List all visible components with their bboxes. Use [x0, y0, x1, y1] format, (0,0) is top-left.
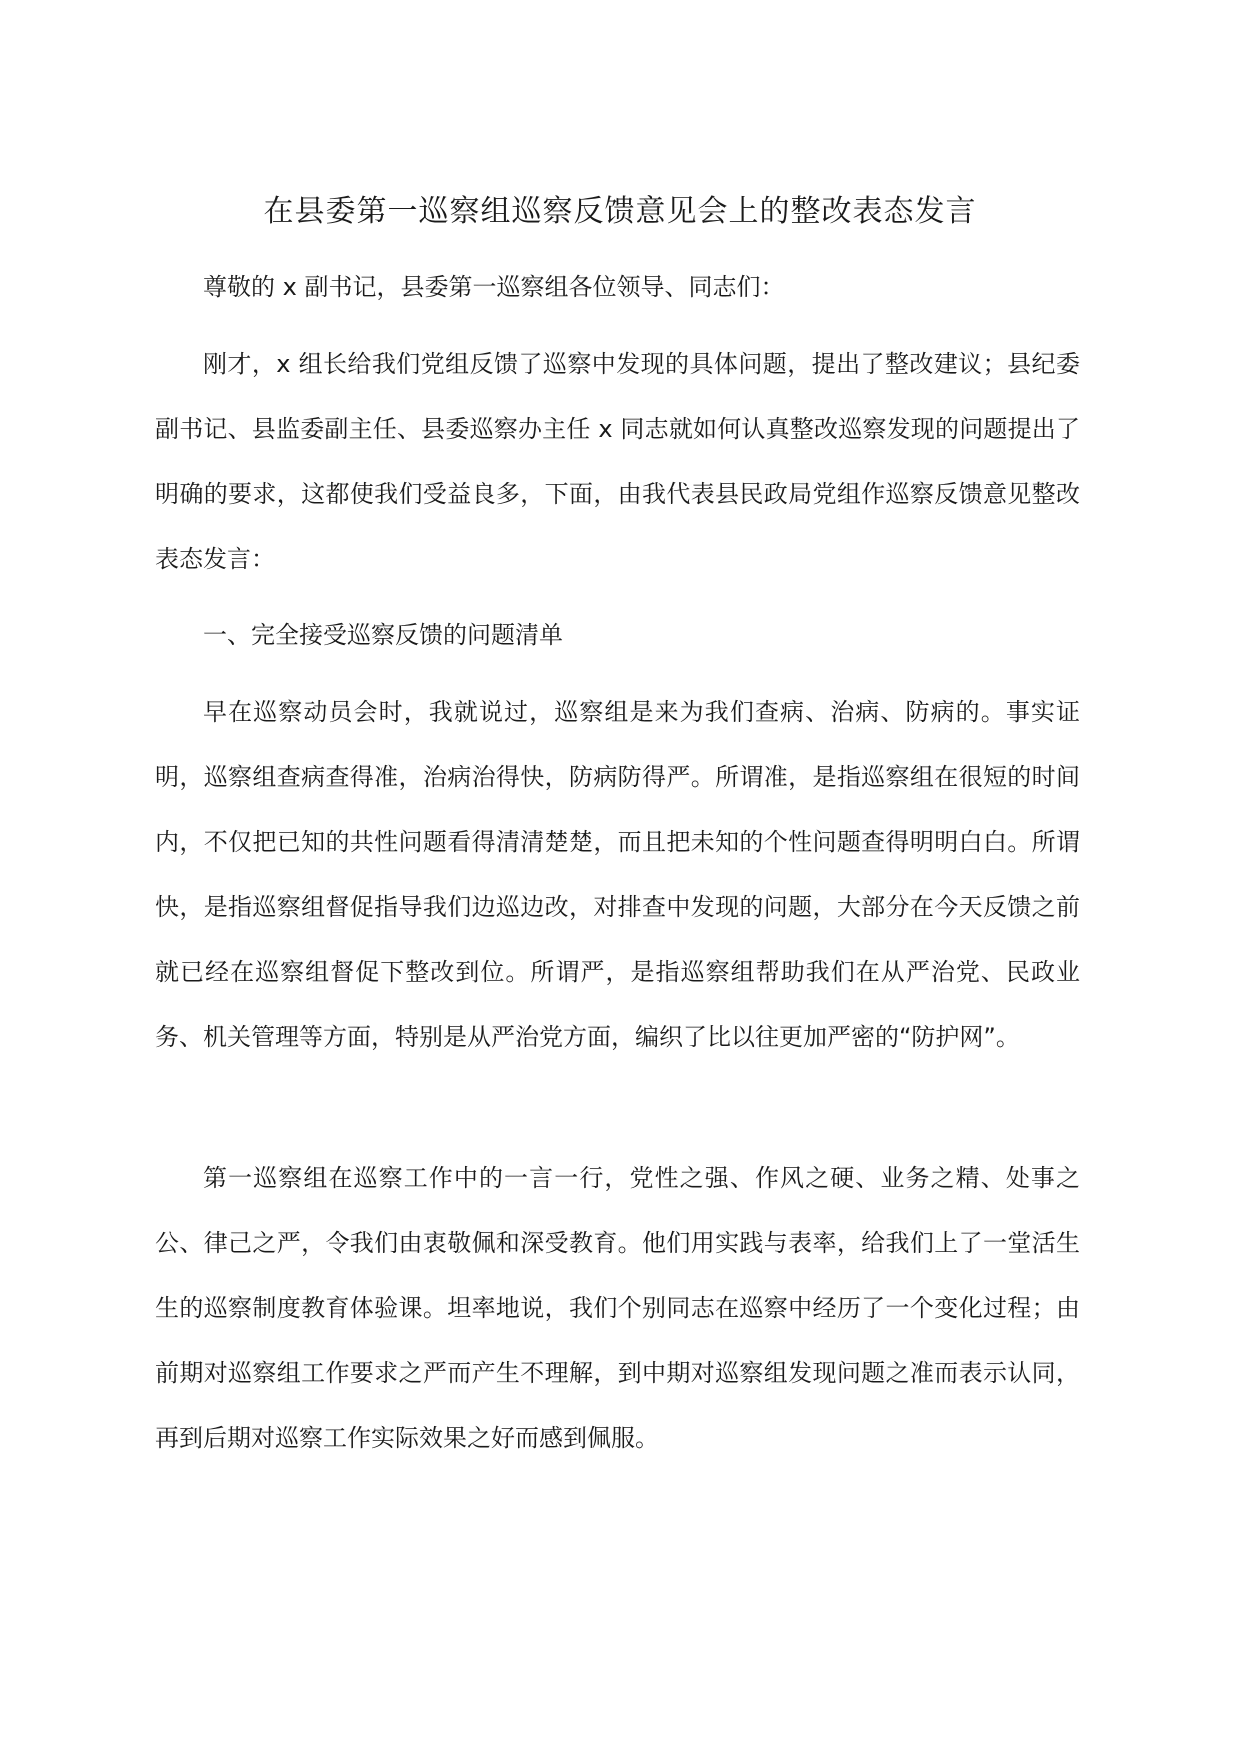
- body-paragraph: 第一巡察组在巡察工作中的一言一行，党性之强、作风之硬、业务之精、处事之公、律己之严，令我们由衷敬佩和深受教育。他们用实践与表率，给我们上了一堂活生生的巡察制度教育体验课。坦率地说，我们个别同志在巡察中经历了一个变化过程；由前期对巡察组工作要求之严而产生不理解，到中期对巡察组发现问题之准而表示认同，再到后期对巡察工作实际效果之好而感到佩服。: [155, 1164, 1080, 1452]
- document-title: 在县委第一巡察组巡察反馈意见会上的整改表态发言: [263, 194, 977, 229]
- section-heading: 一、完全接受巡察反馈的问题清单: [203, 621, 563, 649]
- body-paragraph: 早在巡察动员会时，我就说过，巡察组是来为我们查病、治病、防病的。事实证明，巡察组查病查得准，治病治得快，防病防得严。所谓准，是指巡察组在很短的时间内，不仅把已知的共性问题看得清清楚楚，而且把未知的个性问题查得明明白白。所谓快，是指巡察组督促指导我们边巡边改，对排查中发现的问题，大部分在今天反馈之前就已经在巡察组督促下整改到位。所谓严，是指巡察组帮助我们在从严治党、民政业务、机关管理等方面，特别是从严治党方面，编织了比以往更加严密的“防护网”。: [155, 698, 1080, 1051]
- greeting-paragraph: 尊敬的 x 副书记，县委第一巡察组各位领导、同志们：: [203, 273, 785, 301]
- intro-paragraph: 刚才，x 组长给我们党组反馈了巡察中发现的具体问题，提出了整改建议；县纪委副书记、县监委副主任、县委巡察办主任 x 同志就如何认真整改巡察发现的问题提出了明确的要求，这都使我们受益良多，下面，由我代表县民政局党组作巡察反馈意见整改表态发言：: [155, 350, 1080, 573]
